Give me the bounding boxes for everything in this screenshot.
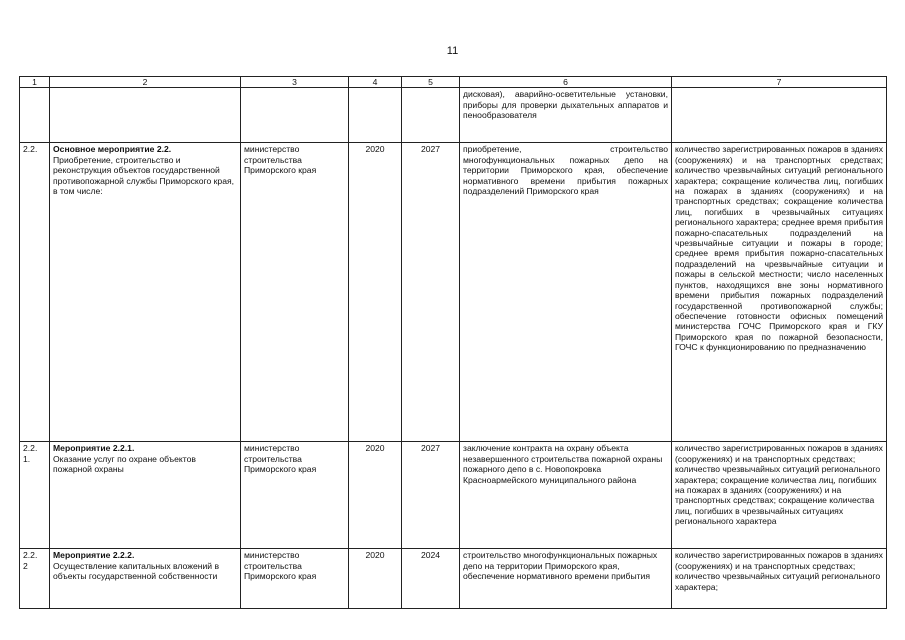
row-number — [20, 88, 50, 143]
activity-title: Основное мероприятие 2.2. — [53, 144, 172, 155]
column-number: 5 — [402, 77, 460, 88]
column-number: 7 — [672, 77, 887, 88]
start-year-cell: 2020 — [349, 442, 402, 549]
executor-cell: министерство строительства Приморского края — [241, 143, 349, 442]
activity-cell — [50, 442, 241, 549]
activity-cell — [50, 88, 241, 143]
column-number: 3 — [241, 77, 349, 88]
expected-result-cell: приобретение, строительство многофункциональных пожарных депо на территории Приморского края, обеспечение нормативного времени прибытия пожарных подразделений Приморского края — [460, 143, 672, 442]
activity-description: Осуществление капитальных вложений в объекты государственной собственности — [53, 560, 220, 582]
column-number-row — [20, 77, 887, 88]
program-activities-table — [19, 76, 887, 609]
column-number: 1 — [20, 77, 50, 88]
column-number: 4 — [349, 77, 402, 88]
row-number: 2.2. — [20, 143, 50, 442]
executor-cell — [241, 88, 349, 143]
end-year-cell — [402, 88, 460, 143]
column-number: 6 — [460, 77, 672, 88]
executor-cell: министерство строительства Приморского края — [241, 442, 349, 549]
activity-cell — [50, 143, 241, 442]
row-number: 2.2. 1. — [20, 442, 50, 549]
row-number: 2.2. 2 — [20, 549, 50, 609]
expected-result-cell: строительство многофункциональных пожарных депо на территории Приморского края, обеспечение нормативного времени прибытия — [460, 549, 672, 609]
column-number: 2 — [50, 77, 241, 88]
indicator-cell — [672, 88, 887, 143]
indicator-cell: количество зарегистрированных пожаров в зданиях (сооружениях) и на транспортных средствах; количество чрезвычайных ситуаций регионального характера; сокращение количества лиц, погибших на пожарах в зданиях (сооружениях) и на транспортных средствах; сокращение количества лиц, погибших в чрезвычайных ситуациях регионального характера — [672, 442, 887, 549]
activity-description: Приобретение, строительство и реконструкция объектов государственной противопожарной службы Приморского края, в том числе: — [53, 154, 235, 197]
indicator-cell: количество зарегистрированных пожаров в зданиях (сооружениях) и на транспортных средствах; количество чрезвычайных ситуаций регионального характера; — [672, 549, 887, 609]
start-year-cell: 2020 — [349, 143, 402, 442]
expected-result-cell: заключение контракта на охрану объекта незавершенного строительства пожарной охраны пожарного депо в с. Новопокровка Красноармейского муниципального района — [460, 442, 672, 549]
executor-cell: министерство строительства Приморского края — [241, 549, 349, 609]
start-year-cell — [349, 88, 402, 143]
end-year-cell: 2024 — [402, 549, 460, 609]
page-number: 11 — [446, 45, 459, 57]
activity-cell — [50, 549, 241, 609]
activity-description: Оказание услуг по охране объектов пожарной охраны — [53, 453, 196, 475]
table-row — [20, 143, 887, 442]
end-year-cell: 2027 — [402, 143, 460, 442]
activity-title: Мероприятие 2.2.2. — [53, 550, 135, 561]
start-year-cell: 2020 — [349, 549, 402, 609]
table-row — [20, 549, 887, 609]
end-year-cell: 2027 — [402, 442, 460, 549]
indicator-cell: количество зарегистрированных пожаров в зданиях (сооружениях) и на транспортных средствах; количество чрезвычайных ситуаций регионального характера; сокращение количества лиц, погибших на пожарах в зданиях (сооружениях) и на транспортных средствах; сокращение количества лиц, погибших в чрезвычайных ситуациях регионального характера; среднее время прибытия пожарно-спасательных подразделений на чрезвычайные ситуации и пожары в городе; среднее время прибытия пожарно-спасательных подразделений на чрезвычайные ситуации и пожары в сельской местности; число населенных пунктов, находящихся вне зоны нормативного времени прибытия пожарных подразделений государственной противопожарной службы; обеспечение готовности офисных помещений министерства ГОЧС Приморского края и ГКУ Приморского края по пожарной безопасности, ГОЧС к функционированию по предназначению — [672, 143, 887, 442]
expected-result-cell: дисковая), аварийно-осветительные установки, приборы для проверки дыхательных аппаратов и пенообразователя — [460, 88, 672, 143]
activity-title: Мероприятие 2.2.1. — [53, 443, 135, 454]
table-row — [20, 88, 887, 143]
table-row — [20, 442, 887, 549]
